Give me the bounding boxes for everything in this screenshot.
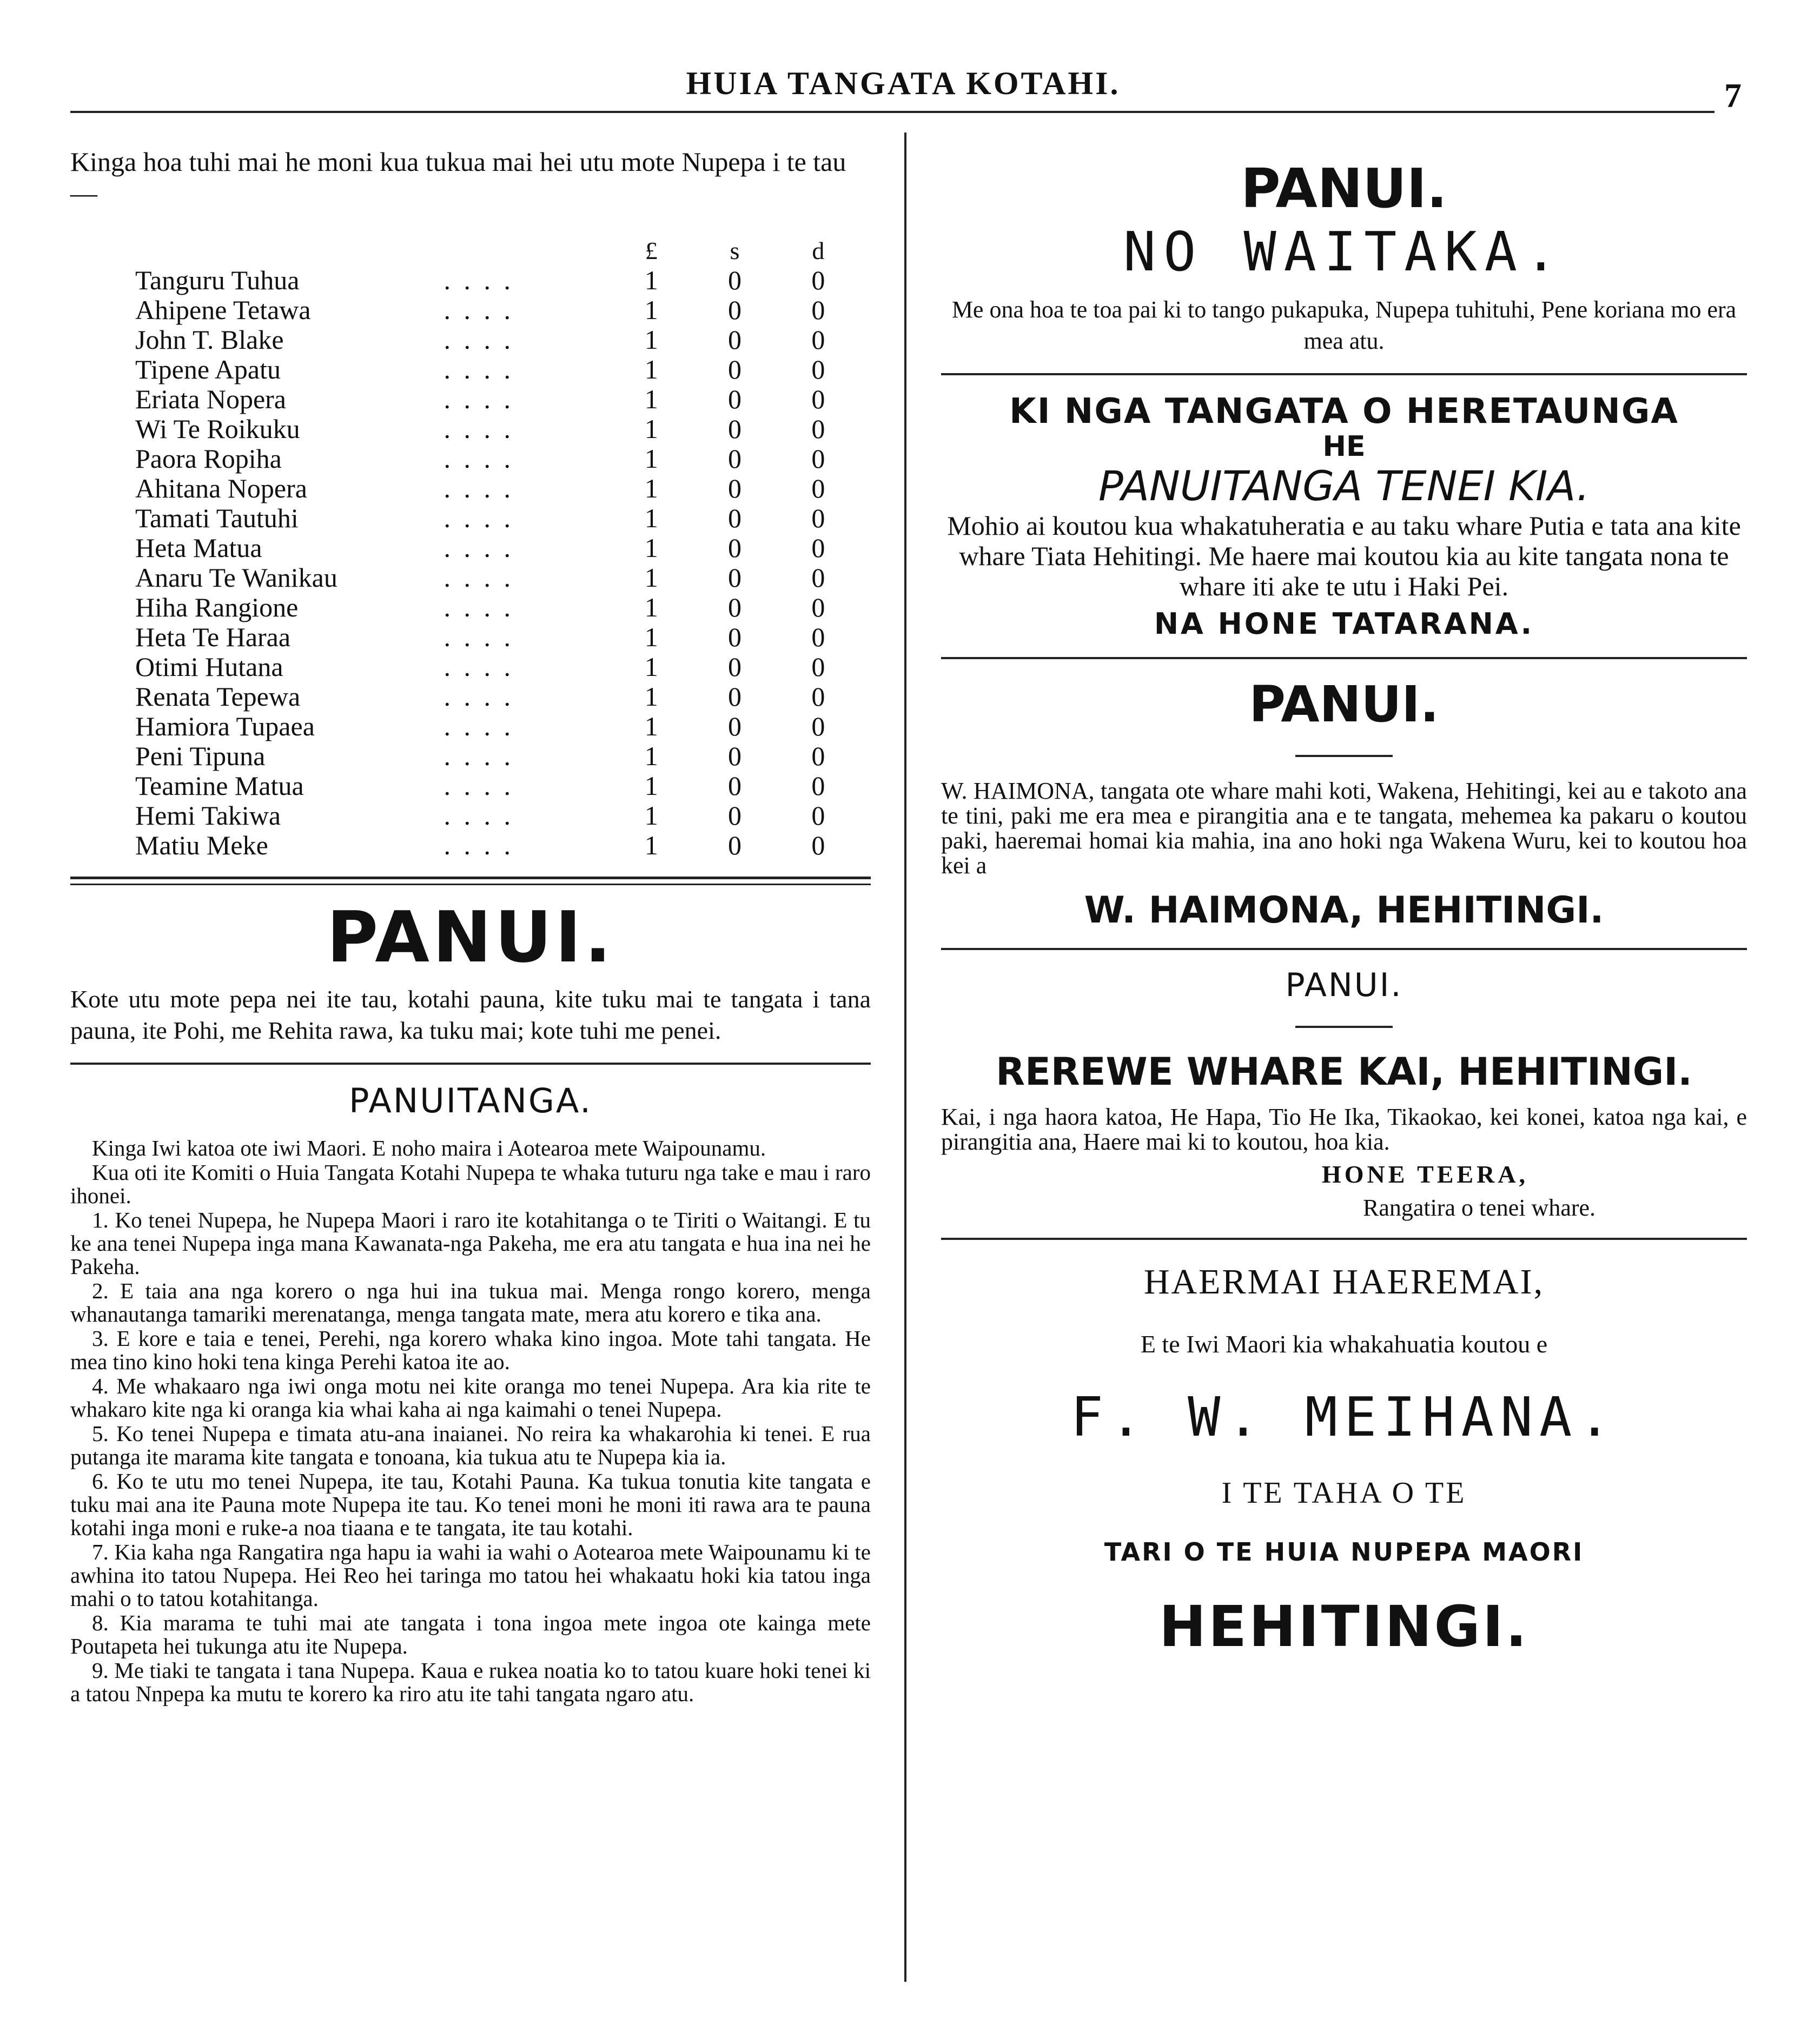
pence-value: 0 [811,324,825,355]
pounds-value: 1 [644,265,658,295]
subscriber-row [135,801,860,831]
hone-tatarana-signature: NA HONE TATARANA. [1154,607,1534,641]
pounds-value: 1 [644,771,658,801]
panui-heading: PANUI. [326,896,615,978]
subscriber-name: Ahipene Tetawa [135,295,311,325]
haimona-notice-text: W. HAIMONA, tangata ote whare mahi koti, Wakena, Hehitingi, kei au e takoto ana te tini, paki me era mea e pirangitia ana e te tangata, mehemea ka pakaru o koutou paki, haeremai homai kia mahia, ina ano hoki nga Wakena Wuru, kei to koutou hoa kei a [941,778,1747,879]
pence-value: 0 [811,800,825,831]
right-column [941,135,1747,1660]
short-rule [1295,755,1393,757]
subscriber-row [135,444,860,474]
shillings-value: 0 [728,414,742,444]
pence-value: 0 [811,652,825,682]
subscribers-header-row [135,236,860,266]
leader-dots: . . . . [443,473,514,503]
subscriber-name: Tipene Apatu [135,354,281,384]
subscriber-name: Heta Matua [135,533,262,563]
subscriber-name: Teamine Matua [135,771,304,801]
shillings-header: s [730,237,740,264]
leader-dots: . . . . [443,741,514,771]
subscriber-row [135,325,860,355]
shillings-value: 0 [728,622,742,652]
subscriber-name: Tanguru Tuhua [135,265,300,295]
shillings-value: 0 [728,533,742,563]
pence-header: d [812,237,825,264]
subscriber-name: Hiha Rangione [135,592,299,622]
putia-notice-text: Mohio ai koutou kua whakatuheratia e au taku whare Putia e tata ana kite whare Tiata Hehitingi. Me haere mai koutou kia au kite tangata nona te whare iti ake te utu i Haki Pei. [947,510,1741,601]
pounds-header: £ [645,237,658,264]
section-rule [941,657,1747,659]
shillings-value: 0 [728,324,742,355]
pence-value: 0 [811,830,825,860]
leader-dots: . . . . [443,324,514,355]
column-divider [904,132,906,1982]
haermai-heading: HAERMAI HAEREMAI, [1143,1262,1545,1302]
pence-value: 0 [811,354,825,384]
meihana-heading: F. W. MEIHANA. [1070,1385,1618,1449]
leader-dots: . . . . [443,443,514,474]
clause-paragraph: 3. E kore e taia e tenei, Perehi, nga korero whaka kino ingoa. Mote tahi tangata. He mea tino kino hoki tena kinga Perehi katoa ite ao. [70,1326,871,1374]
pounds-value: 1 [644,295,658,325]
subscriber-name: Tamati Tautuhi [135,503,299,533]
subscriber-name: Matiu Meke [135,830,268,860]
clause-paragraph: 5. Ko tenei Nupepa e timata atu-ana inaianei. No reira ka whakarohia ki tenei. E rua putanga ite marama kite tangata e tonoana, kia tukua atu te Nupepa kia ia. [70,1421,871,1469]
clause-paragraph: Kua oti ite Komiti o Huia Tangata Kotahi Nupepa te whaka tuturu nga take e mau i raro ihonei. [70,1160,871,1208]
pounds-value: 1 [644,533,658,563]
pence-value: 0 [811,533,825,563]
taha-text: I TE TAHA O TE [1221,1476,1467,1510]
pence-value: 0 [811,384,825,414]
clause-paragraph: 9. Me tiaki te tangata i tana Nupepa. Kaua e rukea noatia ko to tatou kuare hoki tenei ki a tatou Nnpepa ka mutu te korero ka riro atu ite tahi tangata ngaro atu. [70,1658,871,1706]
subscriber-row [135,414,860,444]
subscriber-row [135,474,860,503]
iwi-text: E te Iwi Maori kia whakahuatia koutou e [1140,1330,1548,1358]
panuitanga-clauses [70,1137,871,1705]
pounds-value: 1 [644,681,658,712]
hone-teera-signature: HONE TEERA, [1321,1160,1529,1188]
waitaka-heading: NO WAITAKA. [1123,220,1565,283]
subscriber-row [135,533,860,563]
subscriber-row [135,741,860,771]
leader-dots: . . . . [443,354,514,384]
subscriber-row [135,712,860,741]
pence-value: 0 [811,622,825,652]
pounds-value: 1 [644,324,658,355]
header-rule [70,111,1714,113]
shillings-value: 0 [728,265,742,295]
pence-value: 0 [811,503,825,533]
subscriber-row [135,652,860,682]
waitaka-panui-heading: PANUI. [1241,157,1447,220]
subscribers-body [135,266,860,860]
pounds-value: 1 [644,384,658,414]
subscriber-name: Ahitana Nopera [135,473,307,503]
leader-dots: . . . . [443,800,514,831]
tari-heading: TARI O TE HUIA NUPEPA MAORI [1104,1537,1584,1567]
pounds-value: 1 [644,622,658,652]
hehitingi-heading: HEHITINGI. [1158,1594,1530,1660]
shillings-value: 0 [728,562,742,593]
pence-value: 0 [811,265,825,295]
subscriber-row [135,266,860,295]
pence-value: 0 [811,414,825,444]
section-rule [941,373,1747,375]
subscriber-name: John T. Blake [135,324,284,355]
clause-paragraph: 7. Kia kaha nga Rangatira nga hapu ia wahi ia wahi o Aotearoa mete Waipounamu ki te awhina ito tatou Nupepa. Hei Reo hei taringa mo tatou hei whakaatu hoki kia tatou inga mahi o to tatou kotahitanga. [70,1539,871,1611]
shillings-value: 0 [728,652,742,682]
leader-dots: . . . . [443,681,514,712]
subscriber-name: Wi Te Roikuku [135,414,300,444]
panuitanga-heading: PANUITANGA. [349,1081,592,1120]
clause-paragraph: 2. E taia ana nga korero o nga hui ina tukua mai. Menga rongo korero, menga whanautanga tamariki merenatanga, menga tangata mate, mera atu korero e tika ana. [70,1278,871,1326]
pounds-value: 1 [644,652,658,682]
shillings-value: 0 [728,443,742,474]
shillings-value: 0 [728,711,742,741]
leader-dots: . . . . [443,830,514,860]
subscriber-row [135,355,860,384]
heretaunga-heading: KI NGA TANGATA O HERETAUNGA [1009,391,1679,432]
leader-dots: . . . . [443,295,514,325]
pence-value: 0 [811,681,825,712]
panuitanga-italic-heading: PANUITANGA TENEI KIA. [1098,462,1590,510]
short-rule [1295,1026,1393,1028]
leader-dots: . . . . [443,592,514,622]
pence-value: 0 [811,562,825,593]
shillings-value: 0 [728,503,742,533]
shillings-value: 0 [728,592,742,622]
subscriber-row [135,503,860,533]
subscribers-intro: Kinga hoa tuhi mai he moni kua tukua mai hei utu mote Nupepa i te tau— [70,147,846,208]
subscriber-row [135,295,860,325]
clause-paragraph: 4. Me whakaaro nga iwi onga motu nei kite oranga mo tenei Nupepa. Ara kia rite te whakaro kite nga ki oranga kia whai kaha ai nga kaimahi o tenei Nupepa. [70,1373,871,1422]
clause-paragraph: Kinga Iwi katoa ote iwi Maori. E noho maira i Aotearoa mete Waipounamu. [92,1136,766,1160]
pounds-value: 1 [644,711,658,741]
subscribers-list [135,236,860,860]
leader-dots: . . . . [443,533,514,563]
leader-dots: . . . . [443,771,514,801]
page-number: 7 [1724,76,1742,115]
subscriber-row [135,593,860,622]
waitaka-text: Me ona hoa te toa pai ki to tango pukapuka, Nupepa tuhituhi, Pene koriana mo era mea atu. [951,296,1737,354]
pounds-value: 1 [644,414,658,444]
shillings-value: 0 [728,384,742,414]
subscriber-name: Peni Tipuna [135,741,266,771]
page-title: HUIA TANGATA KOTAHI. [686,65,1121,101]
leader-dots: . . . . [443,711,514,741]
pounds-value: 1 [644,741,658,771]
subscriber-name: Renata Tepewa [135,681,301,712]
pounds-value: 1 [644,473,658,503]
pounds-value: 1 [644,354,658,384]
subscriber-name: Otimi Hutana [135,652,283,682]
section-rule [941,1238,1747,1240]
panui-notice-text: Kote utu mote pepa nei ite tau, kotahi pauna, kite tuku mai te tangata i tana pauna, ite Pohi, me Rehita rawa, ka tuku mai; kote tuhi me penei. [70,985,871,1044]
left-column [70,135,871,1707]
subscriber-row [135,831,860,860]
haimona-signature: W. HAIMONA, HEHITINGI. [1084,889,1604,932]
leader-dots: . . . . [443,503,514,533]
shillings-value: 0 [728,800,742,831]
pounds-value: 1 [644,562,658,593]
leader-dots: . . . . [443,265,514,295]
pounds-value: 1 [644,830,658,860]
shillings-value: 0 [728,354,742,384]
pence-value: 0 [811,473,825,503]
section-rule [70,877,871,885]
pence-value: 0 [811,443,825,474]
rerewe-notice-text: Kai, i nga haora katoa, He Hapa, Tio He Ika, Tikaokao, kei konei, katoa nga kai, e pirangitia ana, Haere mai ki to koutou, hoa kia. [941,1104,1747,1155]
clause-paragraph: 1. Ko tenei Nupepa, he Nupepa Maori i raro ite kotahitanga o te Tiriti o Waitangi. E tu ke ana tenei Nupepa inga mana Kawanata-nga Pakeha, me era atu tangata e hua ina nei he Pakeha. [70,1207,871,1279]
subscriber-name: Anaru Te Wanikau [135,562,337,593]
clause-paragraph: 6. Ko te utu mo tenei Nupepa, ite tau, Kotahi Pauna. Ka tukua tonutia kite tangata e tuku mai ana ite Pauna mote Nupepa ite tau. Ko tenei moni he moni iti rawa ara te pauna kotahi inga moni e ruke-a noa tiaana e te tangata, ite tau kotahi. [70,1469,871,1540]
subscriber-row [135,622,860,652]
subscribers-table [135,236,860,860]
subscriber-name: Eriata Nopera [135,384,287,414]
leader-dots: . . . . [443,652,514,682]
shillings-value: 0 [728,830,742,860]
subscriber-row [135,563,860,593]
rerewe-heading: REREWE WHARE KAI, HEHITINGI. [996,1050,1692,1094]
subscriber-name: Hamiora Tupaea [135,711,315,741]
pounds-value: 1 [644,592,658,622]
leader-dots: . . . . [443,384,514,414]
pence-value: 0 [811,741,825,771]
pounds-value: 1 [644,443,658,474]
shillings-value: 0 [728,473,742,503]
pence-value: 0 [811,592,825,622]
pounds-value: 1 [644,503,658,533]
subscriber-row [135,384,860,414]
haimona-panui-heading: PANUI. [1249,675,1439,733]
rangatira-text: Rangatira o tenei whare. [1363,1194,1596,1221]
section-rule [70,1063,871,1065]
leader-dots: . . . . [443,414,514,444]
shillings-value: 0 [728,681,742,712]
pounds-value: 1 [644,800,658,831]
subscriber-row [135,771,860,801]
he-heading: HE [1322,430,1366,463]
subscriber-name: Hemi Takiwa [135,800,281,831]
leader-dots: . . . . [443,622,514,652]
section-rule [941,948,1747,950]
leader-dots: . . . . [443,562,514,593]
subscriber-name: Paora Ropiha [135,443,282,474]
shillings-value: 0 [728,741,742,771]
page-header [65,59,1742,119]
pence-value: 0 [811,771,825,801]
subscriber-name: Heta Te Haraa [135,622,291,652]
shillings-value: 0 [728,295,742,325]
shillings-value: 0 [728,771,742,801]
pence-value: 0 [811,295,825,325]
pence-value: 0 [811,711,825,741]
rerewe-panui-heading: PANUI. [1285,966,1403,1004]
subscriber-row [135,682,860,712]
clause-paragraph: 8. Kia marama te tuhi mai ate tangata i tona ingoa mete ingoa ote kainga mete Poutapeta hei tukunga atu ite Nupepa. [70,1610,871,1658]
